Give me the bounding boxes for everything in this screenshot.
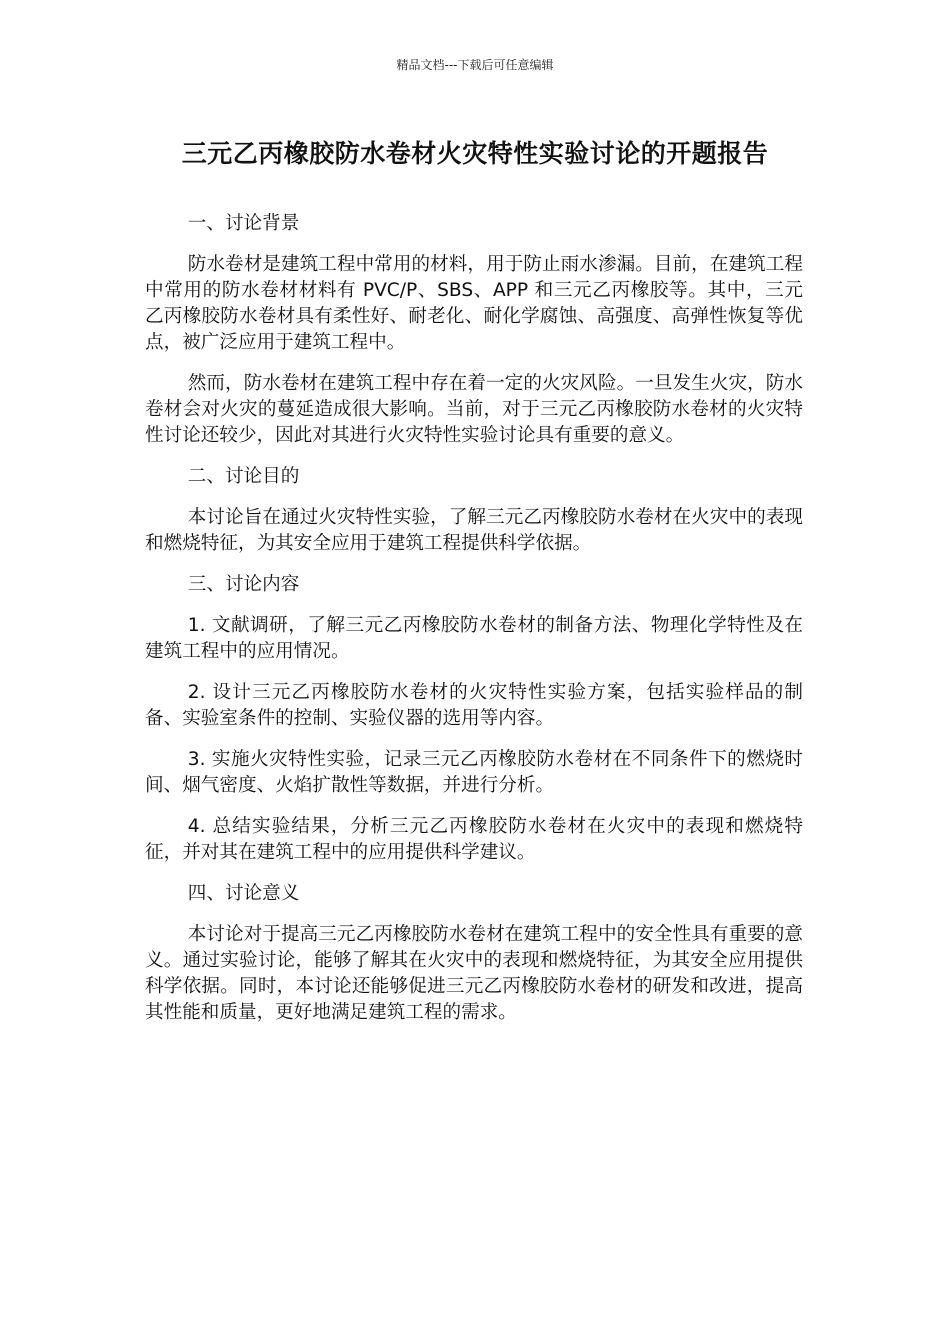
section-heading: 二、讨论目的 (187, 466, 300, 487)
section-heading: 三、讨论内容 (187, 574, 300, 595)
paragraph: 本讨论旨在通过火灾特性实验，了解三元乙丙橡胶防水卷材在火灾中的表现和燃烧特征，为其安全应用于建筑工程提供科学依据。 (145, 507, 803, 554)
paragraph: 然而，防水卷材在建筑工程中存在着一定的火灾风险。一旦发生火灾，防水卷材会对火灾的蔓延造成很大影响。当前，对于三元乙丙橡胶防水卷材的火灾特性讨论还较少，因此对其进行火灾特性实验讨论具有重要的意义。 (145, 373, 803, 446)
section-content (145, 572, 803, 866)
list-item: 4. 总结实验结果，分析三元乙丙橡胶防水卷材在火灾中的表现和燃烧特征，并对其在建筑工程中的应用提供科学建议。 (145, 816, 803, 863)
section-significance (145, 881, 803, 1026)
paragraph: 防水卷材是建筑工程中常用的材料，用于防止雨水渗漏。目前，在建筑工程中常用的防水卷材材料有 PVC/P、SBS、APP 和三元乙丙橡胶等。其中，三元乙丙橡胶防水卷材具有柔性好、耐老化、耐化学腐蚀、高强度、高弹性恢复等优点，被广泛应用于建筑工程中。 (145, 254, 803, 353)
document-body (145, 211, 803, 1041)
section-background (145, 211, 803, 449)
section-heading: 一、讨论背景 (187, 213, 300, 234)
section-purpose (145, 464, 803, 557)
list-item: 1. 文献调研，了解三元乙丙橡胶防水卷材的制备方法、物理化学特性及在建筑工程中的应用情况。 (145, 615, 803, 662)
paragraph: 本讨论对于提高三元乙丙橡胶防水卷材在建筑工程中的安全性具有重要的意义。通过实验讨论，能够了解其在火灾中的表现和燃烧特征，为其安全应用提供科学依据。同时，本讨论还能够促进三元乙丙橡胶防水卷材的研发和改进，提高其性能和质量，更好地满足建筑工程的需求。 (145, 924, 803, 1023)
list-item: 3. 实施火灾特性实验，记录三元乙丙橡胶防水卷材在不同条件下的燃烧时间、烟气密度、火焰扩散性等数据，并进行分析。 (145, 749, 803, 796)
header-note: 精品文档---下载后可任意编辑 (396, 58, 554, 72)
list-item: 2. 设计三元乙丙橡胶防水卷材的火灾特性实验方案，包括实验样品的制备、实验室条件的控制、实验仪器的选用等内容。 (145, 682, 803, 729)
document-title: 三元乙丙橡胶防水卷材火灾特性实验讨论的开题报告 (181, 139, 769, 168)
section-heading: 四、讨论意义 (187, 883, 300, 904)
